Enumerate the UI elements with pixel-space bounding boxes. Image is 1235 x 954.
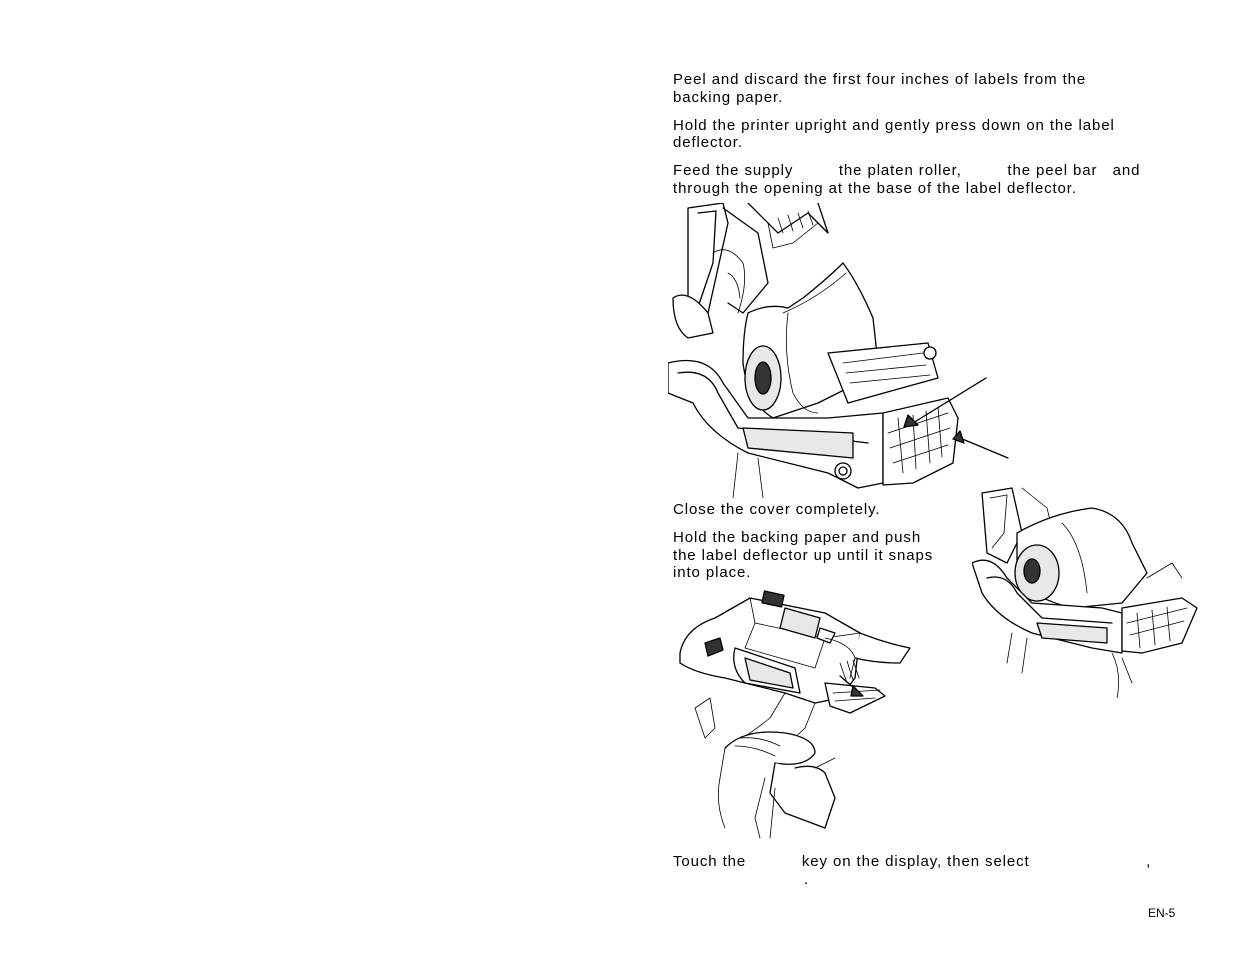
- text-line: Hold the backing paper and push: [673, 529, 922, 546]
- page-number: EN-5: [1148, 906, 1176, 920]
- text-line: through the opening at the base of the label deflector.: [673, 180, 1077, 197]
- text-line: Peel and discard the first four inches of labels from the: [673, 71, 1087, 88]
- text-line: the label deflector up until it snaps: [673, 547, 934, 564]
- text-line: Touch the key on the display, then select ,: [673, 853, 1152, 870]
- text-line: .: [804, 871, 810, 888]
- printer-open-feed-icon: [668, 203, 1013, 498]
- printer-handheld-deflector-icon: [675, 588, 920, 843]
- text-line: deflector.: [673, 134, 743, 151]
- text-line: into place.: [673, 564, 752, 581]
- printer-cover-closed-icon: [972, 483, 1204, 698]
- text-line: Feed the supply the platen roller, the peel bar and: [673, 162, 1141, 179]
- text-line: backing paper.: [673, 89, 784, 106]
- text-line: Hold the printer upright and gently press down on the label: [673, 117, 1115, 134]
- step-close-cover: Close the cover completely.: [673, 501, 881, 518]
